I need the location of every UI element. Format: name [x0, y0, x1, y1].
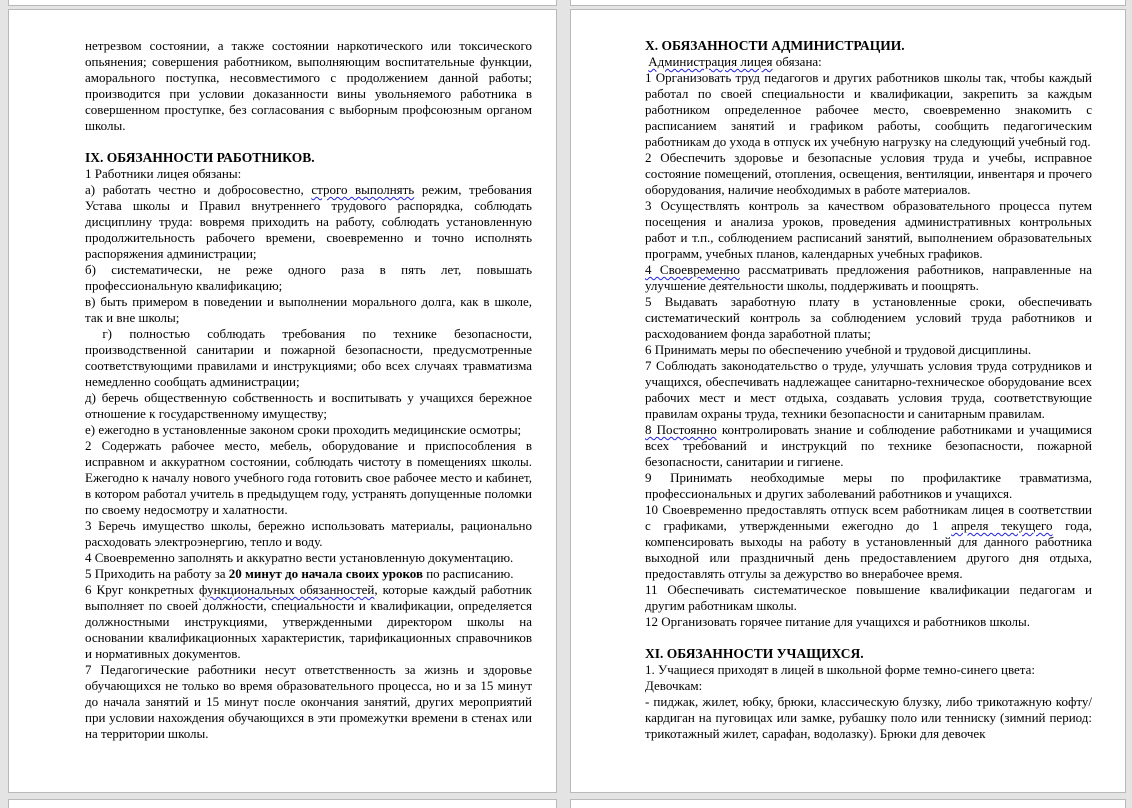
- text-run: 6 Принимать меры по обеспечению учебной и трудовой дисциплины.: [645, 342, 1032, 357]
- spellcheck-flagged-text: Администрация лицея: [648, 54, 773, 69]
- text-run: г) полностью соблюдать требования по технике безопасности, производственной санитарии и пожарной безопасности, предусмотренные соответствующими правилами и инструкциями; обо всех случаях травматизма немедленно сообщать администрации;: [85, 326, 532, 389]
- paragraph-spacer: [85, 134, 532, 150]
- text-run: в) быть примером в поведении и выполнении морального долга, как в школе, так и вне школы;: [85, 294, 532, 325]
- text-run: б) систематически, не реже одного раза в пять лет, повышать профессиональную квалификацию;: [85, 262, 532, 293]
- text-run: 3 Осуществлять контроль за качеством образовательного процесса путем посещения и анализа уроков, проведения административных контрольных работ и т.п., соблюдением расписаний занятий, выполнением образовательных программ, учебных планов, календарных учебных графиков.: [645, 198, 1092, 261]
- text-run: - пиджак, жилет, юбку, брюки, классическую блузку, либо трикотажную кофту/кардиган на пуговицах или замке, рубашку поло или тенниску (зимний период: трикотажный жилет, сарафан, водолазку). Брюки для девочек: [645, 694, 1092, 741]
- page-1-text-area: [85, 38, 532, 776]
- text-run: 1. Учащиеся приходят в лицей в школьной форме темно-синего цвета:: [645, 662, 1036, 677]
- document-page-1: [8, 9, 557, 793]
- text-run: 1 Организовать труд педагогов и других работников школы так, чтобы каждый работал по своей специальности и квалификации, закрепить за каждым работником определенное рабочее место, своевременно знакомить с расписанием занятий и графиком работы, сообщить педагогическим работникам до ухода в отпуск их учебную нагрузку на следующий учебный год.: [645, 70, 1092, 149]
- paragraph[interactable]: [645, 502, 1092, 582]
- text-run: обязана:: [772, 54, 822, 69]
- paragraph[interactable]: [645, 662, 1092, 678]
- text-run: 2 Обеспечить здоровье и безопасные условия труда и учебы, исправное состояние помещений, отопления, освещения, вентиляции, инвентаря и прочего оборудования, наличие необходимых в работе материалов.: [645, 150, 1092, 197]
- text-run: X. ОБЯЗАННОСТИ АДМИНИСТРАЦИИ.: [645, 38, 905, 53]
- section-heading[interactable]: [85, 150, 532, 166]
- text-run: нетрезвом состоянии, а также состоянии наркотического или токсического опьянения; совершения работником, выполняющим воспитательные функции, аморального поступка, несовместимого с продолжением данной работы; производится при условии доказанности вины увольняемого работника в совершенном проступке, без согласования с выборным профсоюзным органом школы.: [85, 38, 532, 133]
- paragraph[interactable]: [85, 262, 532, 294]
- spellcheck-flagged-text: апреля текущего: [951, 518, 1053, 533]
- paragraph[interactable]: [85, 38, 532, 134]
- paragraph-spacer: [645, 630, 1092, 646]
- paragraph[interactable]: [85, 182, 532, 262]
- document-page-2: [570, 9, 1126, 793]
- text-run: 5 Выдавать заработную плату в установленные сроки, обеспечивать систематический контроль за соблюдением условий труда работников и расходованием фонда заработной платы;: [645, 294, 1092, 341]
- paragraph[interactable]: [645, 54, 1092, 70]
- text-run: 9 Принимать необходимые меры по профилактике травматизма, профессиональных и других заболеваний работников и учащихся.: [645, 470, 1092, 501]
- paragraph[interactable]: [85, 326, 532, 390]
- paragraph[interactable]: [645, 358, 1092, 422]
- spellcheck-flagged-text: 4 Своевременно: [645, 262, 740, 277]
- text-run: д) беречь общественную собственность и воспитывать у учащихся бережное отношение к государственному имуществу;: [85, 390, 532, 421]
- text-run: XI. ОБЯЗАННОСТИ УЧАЩИХСЯ.: [645, 646, 864, 661]
- paragraph[interactable]: [645, 198, 1092, 262]
- text-run: по расписанию.: [422, 566, 514, 581]
- paragraph[interactable]: [645, 582, 1092, 614]
- paragraph[interactable]: [645, 70, 1092, 150]
- text-run: 10 Своевременно предоставлять отпуск всем работникам лицея в соответствии с графиками, утвержденными ежегодно до 1: [645, 502, 1092, 533]
- text-run: 5 Приходить на работу за: [85, 566, 229, 581]
- paragraph[interactable]: [645, 422, 1092, 470]
- text-run: 6 Круг конкретных: [85, 582, 199, 597]
- paragraph[interactable]: [645, 262, 1092, 294]
- text-run: контролировать знание и соблюдение работниками и учащимися всех требований и инструкций по технике безопасности, пожарной безопасности, санитарии и гигиене.: [645, 422, 1092, 469]
- text-run: 12 Организовать горячее питание для учащихся и работников школы.: [645, 614, 1031, 629]
- paragraph[interactable]: [85, 550, 532, 566]
- spellcheck-flagged-text: строго выполнять: [311, 182, 415, 197]
- paragraph[interactable]: [85, 422, 532, 438]
- paragraph[interactable]: [85, 518, 532, 550]
- page-fragment-top-left: [8, 0, 557, 6]
- section-heading[interactable]: [645, 38, 1092, 54]
- text-run: , которые каждый работник выполняет по своей должности, специальности и квалификации, определяется должностными инструкциями, утвержденными директором школы на основании квалификационных характеристик, тарификационных справочников и нормативных документов.: [85, 582, 532, 661]
- text-run: е) ежегодно в установленные законом сроки проходить медицинские осмотры;: [85, 422, 522, 437]
- text-run: а) работать честно и добросовестно,: [85, 182, 312, 197]
- text-run: 11 Обеспечивать систематическое повышение квалификации педагогам и другим работникам школы.: [645, 582, 1092, 613]
- text-run: рассматривать предложения работников, направленные на улучшение деятельности школы, поддерживать и поощрять.: [645, 262, 1092, 293]
- text-run: 2 Содержать рабочее место, мебель, оборудование и приспособления в исправном и аккуратном состоянии, соблюдать чистоту в помещениях школы. Ежегодно к началу нового учебного года готовить свое рабочее место и кабинет, в котором работал учитель в предыдущем году, устранять допущенные поломки по своему недосмотру и халатности.: [85, 438, 532, 517]
- paragraph[interactable]: [645, 470, 1092, 502]
- paragraph[interactable]: [645, 694, 1092, 742]
- page-2-text-area: [645, 38, 1092, 776]
- page-fragment-bottom-right: [570, 799, 1126, 808]
- text-run: 7 Педагогические работники несут ответственность за жизнь и здоровье обучающихся не только во время образовательного процесса, но и за 15 минут до начала занятий и 15 минут после окончания занятий, других мероприятий при условии нахождения обучающихся в эти промежутки времени в стенах или на территории школы.: [85, 662, 532, 741]
- paragraph[interactable]: [645, 150, 1092, 198]
- text-run: IX. ОБЯЗАННОСТИ РАБОТНИКОВ.: [85, 150, 315, 165]
- spellcheck-flagged-text: функциональных обязанностей: [199, 582, 375, 597]
- page-fragment-bottom-left: [8, 799, 557, 808]
- paragraph[interactable]: [645, 342, 1092, 358]
- page-fragment-top-right: [570, 0, 1126, 6]
- paragraph[interactable]: [645, 678, 1092, 694]
- text-run: режим, требования Устава школы и Правил внутреннего трудового распорядка, соблюдать дисциплину труда: вовремя приходить на работу, соблюдать установленную продолжительность рабочего времени, своевременно и точно исполнять распоряжения администрации;: [85, 182, 532, 261]
- paragraph[interactable]: [645, 614, 1092, 630]
- spellcheck-flagged-text: 8 Постоянно: [645, 422, 717, 437]
- paragraph[interactable]: [85, 166, 532, 182]
- text-run: года, компенсировать выходы на работу в установленный для данного работника выходной или праздничный день предоставлением другого дня отдыха, предоставлять отгулы за дежурство во внерабочее время.: [645, 518, 1092, 581]
- paragraph[interactable]: [85, 390, 532, 422]
- text-run: 4 Своевременно заполнять и аккуратно вести установленную документацию.: [85, 550, 514, 565]
- text-run: Девочкам:: [645, 678, 703, 693]
- text-run: 7 Соблюдать законодательство о труде, улучшать условия труда сотрудников и учащихся, обеспечивать надлежащее санитарно-техническое оборудование всех рабочих мест и мест отдыха, создавать условия труда, соответствующие правилам охраны труда, техники безопасности и санитарным правилам.: [645, 358, 1092, 421]
- paragraph[interactable]: [85, 438, 532, 518]
- paragraph[interactable]: [85, 566, 532, 582]
- paragraph[interactable]: [85, 662, 532, 742]
- text-run: 20 минут до начала своих уроков: [228, 566, 423, 581]
- paragraph[interactable]: [645, 294, 1092, 342]
- section-heading[interactable]: [645, 646, 1092, 662]
- paragraph[interactable]: [85, 582, 532, 662]
- paragraph[interactable]: [85, 294, 532, 326]
- text-run: 1 Работники лицея обязаны:: [85, 166, 242, 181]
- text-run: 3 Беречь имущество школы, бережно использовать материалы, рационально расходовать электроэнергию, тепло и воду.: [85, 518, 532, 549]
